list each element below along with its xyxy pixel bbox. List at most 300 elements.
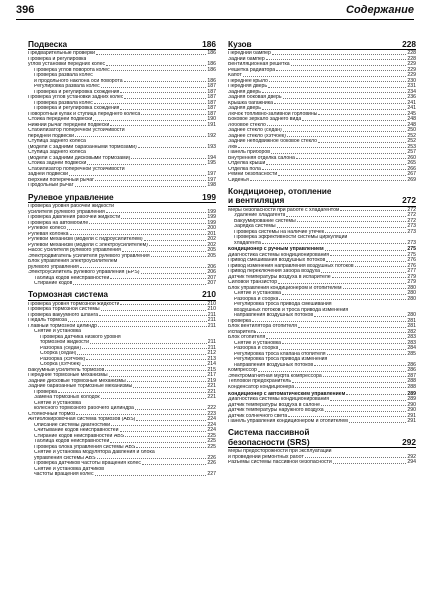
section-heading [28, 40, 216, 50]
dot-leader [314, 316, 406, 317]
section-heading [28, 290, 216, 300]
entry-title: Задняя дверь [228, 106, 261, 112]
dot-leader [287, 136, 407, 137]
entry-title: Разборка (хэтчбек) [40, 356, 86, 362]
page-ref: 250 [407, 127, 416, 134]
entry-title: управления системы ABS [34, 455, 96, 461]
entry-title: Описание системы диагностики [34, 422, 111, 428]
entry-title: Замена тормозных колодок [34, 395, 100, 401]
entry-title: Передний бампер [228, 51, 271, 57]
dot-leader [75, 136, 206, 137]
entry-title: Меры предосторожности при эксплуатации [228, 449, 332, 455]
entry-title: Проверка системы на наличие утечек [234, 229, 325, 235]
entry-title: Ступица заднего колеса [28, 150, 86, 156]
dot-leader [279, 299, 406, 300]
page-ref: 241 [407, 105, 416, 112]
entry-title: рулевого управления [28, 264, 79, 270]
dot-leader [277, 227, 407, 228]
page-ref: 272 [407, 217, 416, 224]
page-ref: 221 [207, 394, 216, 401]
dot-leader [278, 283, 406, 284]
page-ref: 267 [407, 171, 416, 178]
page-ref: 221 [207, 383, 216, 390]
dot-leader [151, 256, 207, 257]
toc-left-column [28, 40, 216, 478]
page-ref: 275 [407, 251, 416, 258]
section-heading [228, 438, 416, 448]
entry-title: Разборка и сборка [234, 346, 279, 352]
page-ref: 279 [407, 273, 416, 280]
dot-leader [333, 463, 407, 464]
dot-leader [266, 338, 406, 339]
entry-title: (модели с задними барабанными тормозами) [28, 144, 137, 150]
entry-title: Регулировка троса клапана отопителя [234, 351, 326, 357]
entry-title: Лобовое стекло [228, 122, 266, 128]
dot-leader [269, 81, 407, 82]
dot-leader [94, 103, 207, 104]
entry-title: Испаритель [228, 329, 257, 335]
toc-entry [228, 241, 416, 247]
page-ref: 273 [407, 223, 416, 230]
entry-title: Сиденья [228, 177, 249, 183]
entry-title: Поворотный кулак и ступица переднего колеса [28, 111, 141, 117]
page-ref: 219 [207, 377, 216, 384]
page-ref: 187 [207, 88, 216, 95]
entry-title: колесного тормозного рабочего цилиндра [34, 406, 134, 412]
entry-title: Удаление хладагента [234, 213, 286, 219]
page-ref: 211 [207, 339, 216, 346]
dot-leader [109, 376, 207, 377]
dot-leader [286, 216, 406, 217]
dot-leader [93, 120, 206, 121]
dot-leader [142, 464, 206, 465]
dot-leader [111, 425, 206, 426]
entry-title: Проверка блока управления системы ABS [34, 444, 136, 450]
dot-leader [262, 109, 407, 110]
entry-title: Проверка датчика низкого уровня [40, 334, 121, 340]
entry-title: воздушных потоков и троса привода изменения [234, 307, 349, 313]
dot-leader [327, 354, 407, 355]
entry-title: Задняя дверь [228, 89, 261, 95]
page-ref: 283 [407, 339, 416, 346]
entry-title: Проверка уровня рабочей жидкости [28, 204, 114, 210]
entry-title: Проверка эффективности системы циркуляции [234, 235, 348, 241]
entry-title: Вентиляционная решетка [228, 62, 290, 68]
dot-leader [106, 212, 207, 213]
entry-title: Проверка тормозной системы [28, 307, 100, 313]
section-heading [28, 193, 216, 203]
dot-leader [274, 103, 406, 104]
page-ref: 257 [407, 149, 416, 156]
entry-title: Капот [228, 73, 242, 79]
dot-leader [314, 365, 406, 366]
page-ref: 222 [207, 405, 216, 412]
dot-leader [257, 332, 406, 333]
dot-leader [272, 54, 407, 55]
dot-leader [283, 131, 407, 132]
page-ref: 225 [207, 432, 216, 439]
entry-title: Стабилизатор поперечной устойчивости [28, 128, 125, 134]
page-ref: 221 [207, 388, 216, 395]
entry-title: Блок вентилятора отопителя [228, 324, 297, 330]
entry-title: направления воздушных потоков [234, 362, 314, 368]
page-ref: 207 [207, 274, 216, 281]
dot-leader [325, 232, 406, 233]
dot-leader [349, 422, 407, 423]
page-ref: 199 [207, 208, 216, 215]
dot-leader [73, 284, 206, 285]
dot-leader [77, 354, 206, 355]
page-ref: 199 [207, 219, 216, 226]
entry-title: Ремни безопасности [228, 172, 278, 178]
dot-leader [302, 120, 406, 121]
toc-entry [228, 385, 416, 391]
dot-leader [98, 326, 207, 327]
page-ref: 275 [407, 246, 416, 253]
dot-leader [238, 147, 406, 148]
entry-title: Задняя боковая дверь [228, 95, 282, 101]
entry-title: передней подвески [28, 133, 74, 139]
entry-title: Электродвигатель усилителя рулевого управления [28, 253, 150, 259]
dot-leader [343, 288, 407, 289]
entry-title: Таблица кодов неисправностей [34, 439, 110, 445]
dot-leader [332, 277, 407, 278]
page-ref: 214 [207, 361, 216, 368]
entry-title: Верхний поперечный рычаг [28, 177, 94, 183]
page-ref: 276 [407, 257, 416, 264]
page-ref: 276 [407, 262, 416, 269]
page-ref: 225 [207, 443, 216, 450]
page-ref: 195 [207, 160, 216, 167]
entry-title: Стояночный тормоз [28, 411, 76, 417]
entry-title: Вакуумный усилитель тормозов [28, 367, 105, 373]
entry-title: Проверка и регулировка [28, 56, 87, 62]
entry-title: Отделка крыши [228, 161, 266, 167]
page-ref: 211 [207, 311, 216, 318]
entry-title: Боковое зеркало заднего вида [228, 117, 302, 123]
dot-leader [101, 398, 207, 399]
entry-title: Конденсатор кондиционера [228, 384, 295, 390]
dot-leader [250, 180, 407, 181]
dot-leader [125, 436, 206, 437]
page-ref: 211 [207, 344, 216, 351]
entry-title: Зарядка системы [234, 224, 276, 230]
entry-title: Привод смешивания воздушных потоков [228, 258, 326, 264]
page-title: Содержание [346, 4, 414, 16]
dot-leader [282, 294, 406, 295]
toc-entry [28, 472, 216, 478]
toc-entry [228, 419, 416, 425]
page-ref: 294 [407, 459, 416, 466]
entry-title: Кондиционер с автоматическим управлением [228, 391, 346, 397]
entry-title: задней подвески [28, 172, 68, 178]
dot-leader [325, 250, 407, 251]
dot-leader [318, 114, 406, 115]
entry-title: Снятие и установка модулятора давления и блока [34, 450, 155, 456]
page-ref: 248 [407, 116, 416, 123]
page-ref: 187 [207, 105, 216, 112]
page-ref: 217 [207, 372, 216, 379]
entry-title: Задние дисковые тормозные механизмы [28, 378, 126, 384]
entry-title: Передние тормозные механизмы [28, 373, 108, 379]
page-ref: 280 [407, 295, 416, 302]
entry-title: Панель управления кондиционером и отопителем [228, 419, 348, 425]
page-ref: 231 [407, 83, 416, 90]
page-ref: 228 [407, 55, 416, 62]
dot-leader [120, 109, 206, 110]
entry-title: Диагностика системы кондиционирования [228, 397, 330, 403]
entry-title: Стойка задней подвески [28, 161, 87, 167]
page-ref: 285 [407, 350, 416, 357]
page-ref: 186 [202, 39, 216, 49]
entry-title: Проверка и регулировка схождения [34, 89, 120, 95]
entry-title: Кондиционер, отопление [228, 187, 332, 197]
section-heading [228, 428, 416, 437]
entry-title: Разборка и сборка [234, 296, 279, 302]
page-number: 396 [16, 4, 35, 16]
page-ref: 186 [207, 66, 216, 73]
page-ref: 229 [407, 61, 416, 68]
page-ref: 186 [207, 50, 216, 57]
dot-leader [75, 186, 207, 187]
toc-entry [228, 460, 416, 466]
dot-leader [124, 98, 206, 99]
dot-leader [133, 387, 206, 388]
entry-title: Проверка углов установки задних колес [28, 95, 124, 101]
page-ref: 228 [402, 39, 416, 49]
entry-title: Сборка (хэтчбек) [40, 362, 81, 368]
dot-leader [122, 251, 207, 252]
entry-title: Датчик температуры воздуха в испарителе [228, 274, 331, 280]
dot-leader [141, 114, 206, 115]
page-ref: 187 [207, 110, 216, 117]
page-ref: 210 [207, 300, 216, 307]
dot-leader [58, 392, 206, 393]
page-ref: 201 [207, 230, 216, 237]
entry-title: Стирание кодов [34, 281, 73, 287]
dot-leader [346, 394, 406, 395]
page-ref: 206 [207, 269, 216, 276]
entry-title: Снятие и установка [34, 400, 82, 406]
entry-title: Блок управления кондиционером и отопителем [228, 285, 342, 291]
entry-title: Датчик температуры воздуха в салоне [228, 402, 320, 408]
entry-title: Панель приборов [228, 150, 270, 156]
entry-title: Отделка пола [228, 166, 261, 172]
page-ref: 281 [407, 323, 416, 330]
dot-leader [136, 420, 206, 421]
entry-title: Проверка [228, 318, 252, 324]
page-ref: 213 [207, 355, 216, 362]
page-ref: 198 [207, 182, 216, 189]
page-ref: 273 [407, 228, 416, 235]
page-ref: 187 [207, 94, 216, 101]
entry-title: Снятие и установка датчиков [34, 466, 105, 472]
page-ref: 289 [407, 396, 416, 403]
dot-leader [279, 349, 406, 350]
entry-title: Решетка радиатора [228, 67, 276, 73]
dot-leader [106, 65, 206, 66]
entry-title: Таблица кодов неисправностей [34, 275, 110, 281]
dot-leader [110, 278, 206, 279]
page-ref: 211 [207, 317, 216, 324]
dot-leader [292, 382, 406, 383]
page-ref: 266 [407, 165, 416, 172]
dot-leader [90, 343, 207, 344]
dot-leader [76, 414, 206, 415]
dot-leader [120, 92, 206, 93]
entry-title: Главный тормозной цилиндр [28, 323, 98, 329]
entry-title: безопасности (SRS) [228, 437, 310, 447]
entry-title: и продольного наклона оси поворота [34, 78, 123, 84]
page-ref: 229 [407, 66, 416, 73]
entry-title: Снятие и установка [234, 291, 282, 297]
entry-title: Привод переключения забора воздуха [228, 269, 320, 275]
page-ref: 190 [207, 116, 216, 123]
entry-title: Внутренняя отделка салона [228, 155, 295, 161]
entry-title: Рулевой механизм (модели с гидроусилителем) [28, 237, 143, 243]
entry-title: (модели с задними дисковыми тормозами) [28, 155, 131, 161]
dot-leader [101, 310, 207, 311]
dot-leader [101, 87, 207, 88]
entry-title: Компрессор [228, 368, 257, 374]
entry-title: Снятие и установка [34, 329, 82, 335]
page-ref: 277 [407, 268, 416, 275]
entry-title: Блок управления электроусилителем [28, 259, 118, 265]
entry-title: Силовой транзистор [228, 280, 278, 286]
entry-title: Лючок топливно-заливной горловины [228, 111, 318, 117]
dot-leader [97, 458, 207, 459]
dot-leader [124, 81, 207, 82]
entry-title: Кондиционер с ручным управлением [228, 247, 324, 253]
entry-title: Регулировка троса привода изменения [234, 357, 328, 363]
entry-title: Меры безопасности при работе с хладагентом [228, 207, 340, 213]
page-ref: 202 [207, 236, 216, 243]
page-ref: 200 [207, 225, 216, 232]
dot-leader [268, 87, 406, 88]
entry-title: Проверка углов поворота колес [34, 67, 110, 73]
dot-leader [138, 147, 207, 148]
entry-title: Вакуумирование системы [234, 218, 296, 224]
dot-leader [262, 169, 407, 170]
dot-leader [262, 92, 407, 93]
entry-title: углов установки передних колес [28, 62, 106, 68]
page-ref: 206 [207, 263, 216, 270]
dot-leader [262, 243, 407, 244]
entry-title: Проверка развала колес [34, 73, 93, 79]
dot-leader [321, 405, 406, 406]
page-ref: 253 [407, 143, 416, 150]
page-ref: 227 [207, 471, 216, 478]
entry-title: хладагента [234, 240, 261, 246]
entry-title: Кузов [228, 40, 252, 49]
section-heading [228, 196, 416, 206]
dot-leader [295, 387, 406, 388]
dot-leader [296, 158, 407, 159]
dot-leader [149, 245, 207, 246]
entry-title: Проверка и регулировка схождения [34, 106, 120, 112]
page-ref: 187 [207, 99, 216, 106]
page-ref: 289 [407, 390, 416, 397]
page-header [16, 4, 414, 18]
dot-leader [266, 164, 406, 165]
section-heading [228, 187, 416, 196]
entry-title: Заднее стекло (хэтчбек) [228, 133, 286, 139]
dot-leader [89, 223, 206, 224]
page-ref: 211 [207, 322, 216, 329]
page-ref: 284 [407, 345, 416, 352]
entry-title: направления воздушных потоков [234, 313, 314, 319]
page-ref: 292 [402, 436, 416, 447]
entry-title: Проверка давления рабочей жидкости [28, 215, 121, 221]
entry-title: Проверка уровня тормозной жидкости [28, 301, 120, 307]
page-ref: 283 [407, 334, 416, 341]
dot-leader [297, 221, 407, 222]
dot-leader [110, 442, 206, 443]
dot-leader [355, 266, 407, 267]
entry-title: Проверка вакуумного шланга [28, 312, 99, 318]
entry-title: Разъемы системы пассивной безопасности [228, 460, 332, 466]
page-ref: 226 [207, 460, 216, 467]
dot-leader [105, 370, 206, 371]
dot-leader [68, 321, 207, 322]
toc-entry [28, 281, 216, 287]
dot-leader [99, 315, 207, 316]
dot-leader [80, 267, 207, 268]
entry-title: Нижний рычаг передней подвески [28, 122, 110, 128]
dot-leader [87, 164, 206, 165]
page-ref: 291 [407, 418, 416, 425]
page-ref: 272 [407, 206, 416, 213]
dot-leader [120, 304, 206, 305]
page-ref: 287 [407, 372, 416, 379]
dot-leader [321, 272, 406, 273]
page-ref: 245 [407, 110, 416, 117]
entry-title: Задние барабанные тормозные механизмы [28, 384, 133, 390]
dot-leader [305, 457, 407, 458]
dot-leader [141, 273, 207, 274]
page-ref: 290 [407, 407, 416, 414]
entry-title: Стойка передней подвески [28, 117, 93, 123]
page-ref: 225 [207, 438, 216, 445]
entry-title: Антиблокировочная система тормозов (ABS) [28, 417, 136, 423]
entry-title: Электроусилитель рулевого управления (EPS) [28, 270, 140, 276]
page-ref: 236 [407, 94, 416, 101]
dot-leader [95, 180, 206, 181]
page-ref: 207 [207, 280, 216, 287]
page-ref: 272 [402, 195, 416, 206]
entry-title: Рулевое управление [28, 192, 114, 202]
entry-title: Тепловой предохранитель [228, 379, 292, 385]
entry-title: Заднее стекло (седан) [228, 128, 282, 134]
entry-title: Продольный рычаг [28, 183, 74, 189]
entry-title: Передняя дверь [228, 84, 268, 90]
toc-right-column [228, 40, 416, 466]
dot-leader [326, 261, 406, 262]
entry-title: Разборка (седан) [40, 345, 82, 351]
page-ref: 224 [207, 421, 216, 428]
dot-leader [283, 98, 407, 99]
dot-leader [69, 175, 206, 176]
dot-leader [318, 142, 406, 143]
page-ref: 234 [407, 88, 416, 95]
entry-title: и проведении ремонтных работ [228, 454, 304, 460]
page-ref: 269 [407, 176, 416, 183]
entry-title: Предварительные проверки [28, 51, 96, 57]
entry-title: и вентиляция [228, 196, 285, 206]
entry-title: Переднее крыло [228, 78, 268, 84]
page-ref: 186 [207, 61, 216, 68]
page-ref: 210 [207, 306, 216, 313]
